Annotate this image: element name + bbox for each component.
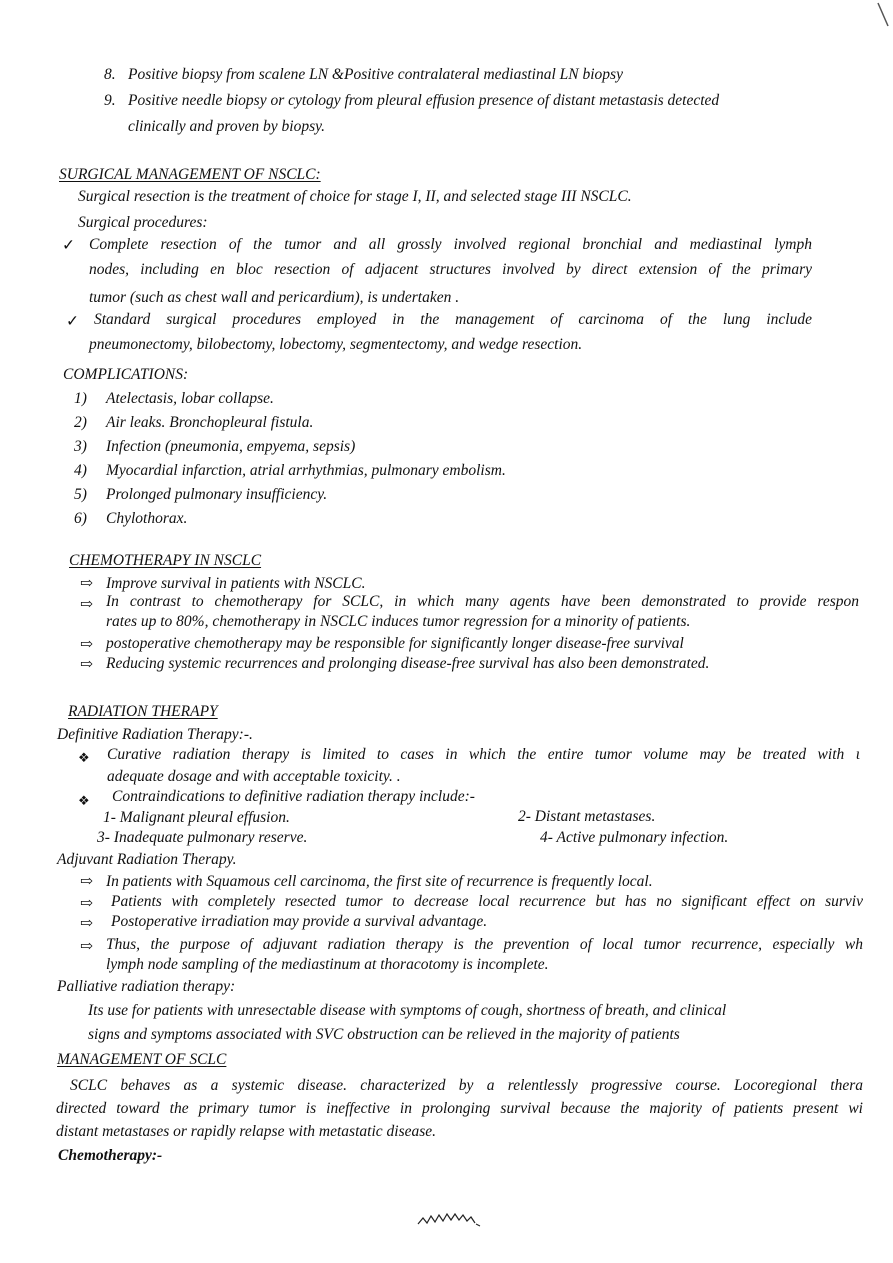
surgical-intro: Surgical resection is the treatment of choice for stage I, II, and selected stage III NSCLC. xyxy=(78,188,632,205)
adjuvant-point-3: Postoperative irradiation may provide a survival advantage. xyxy=(111,913,488,930)
adjuvant-point-4-line-2: lymph node sampling of the mediastinum at thoracotomy is incomplete. xyxy=(106,956,549,973)
criterion-9-continuation: clinically and proven by biopsy. xyxy=(128,118,326,135)
arrow-icon: ⇨ xyxy=(80,938,93,955)
definitive-point-1-line-2: adequate dosage and with acceptable toxicity. . xyxy=(107,768,401,785)
complication-text: Myocardial infarction, atrial arrhythmias, pulmonary embolism. xyxy=(106,462,506,479)
surgical-heading: SURGICAL MANAGEMENT OF NSCLC: xyxy=(59,166,321,183)
definitive-point-2: Contraindications to definitive radiation therapy include:- xyxy=(112,788,475,805)
surgical-bullet-1-line-1: Complete resection of the tumor and all grossly involved regional bronchial and mediastinal lymph xyxy=(89,236,812,253)
check-icon: ✓ xyxy=(62,237,75,254)
surgical-procedures-label: Surgical procedures: xyxy=(78,214,208,231)
definitive-radiation-label: Definitive Radiation Therapy:-. xyxy=(57,726,253,743)
complication-text: Air leaks. Bronchopleural fistula. xyxy=(106,414,314,431)
diamond-bullet-icon: ❖ xyxy=(78,793,90,808)
complication-item xyxy=(74,462,506,480)
palliative-radiation-label: Palliative radiation therapy: xyxy=(57,978,236,995)
adjuvant-point-4-line-1: Thus, the purpose of adjuvant radiation therapy is the prevention of local tumor recurrence, especially wh xyxy=(106,936,863,953)
sclc-paragraph-line-2: directed toward the primary tumor is ineffective in prolonging survival because the majority of patients present wi xyxy=(56,1100,863,1117)
check-icon: ✓ xyxy=(66,313,79,330)
complication-item xyxy=(74,414,313,432)
complication-item xyxy=(74,486,327,504)
complication-number: 1) xyxy=(74,390,87,407)
chemo-point-1: Improve survival in patients with NSCLC. xyxy=(106,575,366,592)
criterion-8 xyxy=(104,66,623,84)
chemotherapy-subheading: Chemotherapy:- xyxy=(58,1147,163,1164)
arrow-icon: ⇨ xyxy=(80,575,93,592)
diamond-bullet-icon: ❖ xyxy=(78,750,90,765)
chemotherapy-heading: CHEMOTHERAPY IN NSCLC xyxy=(69,552,262,569)
surgical-bullet-1-line-2: nodes, including en bloc resection of adjacent structures involved by direct extension of the primary xyxy=(89,261,812,278)
criterion-number: 9. xyxy=(104,92,116,109)
criterion-text: Positive needle biopsy or cytology from pleural effusion presence of distant metastasis detected xyxy=(128,92,720,109)
arrow-icon: ⇨ xyxy=(80,636,93,653)
adjuvant-radiation-label: Adjuvant Radiation Therapy. xyxy=(57,851,237,868)
corner-stroke-mark-icon xyxy=(876,2,893,28)
sclc-paragraph-line-3: distant metastases or rapidly relapse with metastatic disease. xyxy=(56,1123,437,1140)
complication-text: Prolonged pulmonary insufficiency. xyxy=(106,486,328,503)
squiggle-mark-icon xyxy=(414,1208,484,1230)
contraindication-3: 3- Inadequate pulmonary reserve. xyxy=(97,829,308,846)
contraindication-2: 2- Distant metastases. xyxy=(518,808,656,825)
chemo-point-2-line-1: In contrast to chemotherapy for SCLC, in which many agents have been demonstrated to provide respon xyxy=(106,593,859,610)
complication-item xyxy=(74,390,274,408)
palliative-text-line-2: signs and symptoms associated with SVC obstruction can be relieved in the majority of patients xyxy=(88,1026,680,1043)
complication-item xyxy=(74,510,187,528)
chemo-point-2-line-2: rates up to 80%, chemotherapy in NSCLC induces tumor regression for a minority of patients. xyxy=(106,613,691,630)
surgical-bullet-2-line-2: pneumonectomy, bilobectomy, lobectomy, segmentectomy, and wedge resection. xyxy=(89,336,583,353)
arrow-icon: ⇨ xyxy=(80,656,93,673)
chemo-point-4: Reducing systemic recurrences and prolonging disease-free survival has also been demonstrated. xyxy=(106,655,710,672)
complication-number: 5) xyxy=(74,486,87,503)
complications-heading: COMPLICATIONS: xyxy=(63,366,189,383)
arrow-icon: ⇨ xyxy=(80,895,93,912)
arrow-icon: ⇨ xyxy=(80,596,93,613)
surgical-bullet-1-line-3: tumor (such as chest wall and pericardium), is undertaken . xyxy=(89,289,460,306)
radiation-heading: RADIATION THERAPY xyxy=(68,703,218,720)
adjuvant-point-1: In patients with Squamous cell carcinoma, the first site of recurrence is frequently local. xyxy=(106,873,653,890)
chemo-point-3: postoperative chemotherapy may be responsible for significantly longer disease-free survival xyxy=(106,635,684,652)
complication-item xyxy=(74,438,355,456)
surgical-bullet-2-line-1: Standard surgical procedures employed in the management of carcinoma of the lung include xyxy=(94,311,812,328)
complication-text: Atelectasis, lobar collapse. xyxy=(106,390,274,407)
arrow-icon: ⇨ xyxy=(80,873,93,890)
complication-number: 6) xyxy=(74,510,87,527)
complication-number: 2) xyxy=(74,414,87,431)
complication-text: Chylothorax. xyxy=(106,510,188,527)
complication-number: 4) xyxy=(74,462,87,479)
palliative-text-line-1: Its use for patients with unresectable disease with symptoms of cough, shortness of breath, and clinical xyxy=(88,1002,727,1019)
complication-number: 3) xyxy=(74,438,87,455)
definitive-point-1-line-1: Curative radiation therapy is limited to cases in which the entire tumor volume may be treated with ι xyxy=(107,746,860,763)
complication-text: Infection (pneumonia, empyema, sepsis) xyxy=(106,438,356,455)
sclc-heading: MANAGEMENT OF SCLC xyxy=(57,1051,227,1068)
criterion-text: Positive biopsy from scalene LN &Positive contralateral mediastinal LN biopsy xyxy=(128,66,623,83)
criterion-9 xyxy=(104,92,719,110)
contraindication-4: 4- Active pulmonary infection. xyxy=(540,829,729,846)
arrow-icon: ⇨ xyxy=(80,915,93,932)
sclc-paragraph-line-1: SCLC behaves as a systemic disease. characterized by a relentlessly progressive course. Locoregional thera xyxy=(70,1077,863,1094)
contraindication-1: 1- Malignant pleural effusion. xyxy=(103,809,290,826)
adjuvant-point-2: Patients with completely resected tumor to decrease local recurrence but has no significant effect on surviv xyxy=(111,893,863,910)
criterion-number: 8. xyxy=(104,66,116,83)
